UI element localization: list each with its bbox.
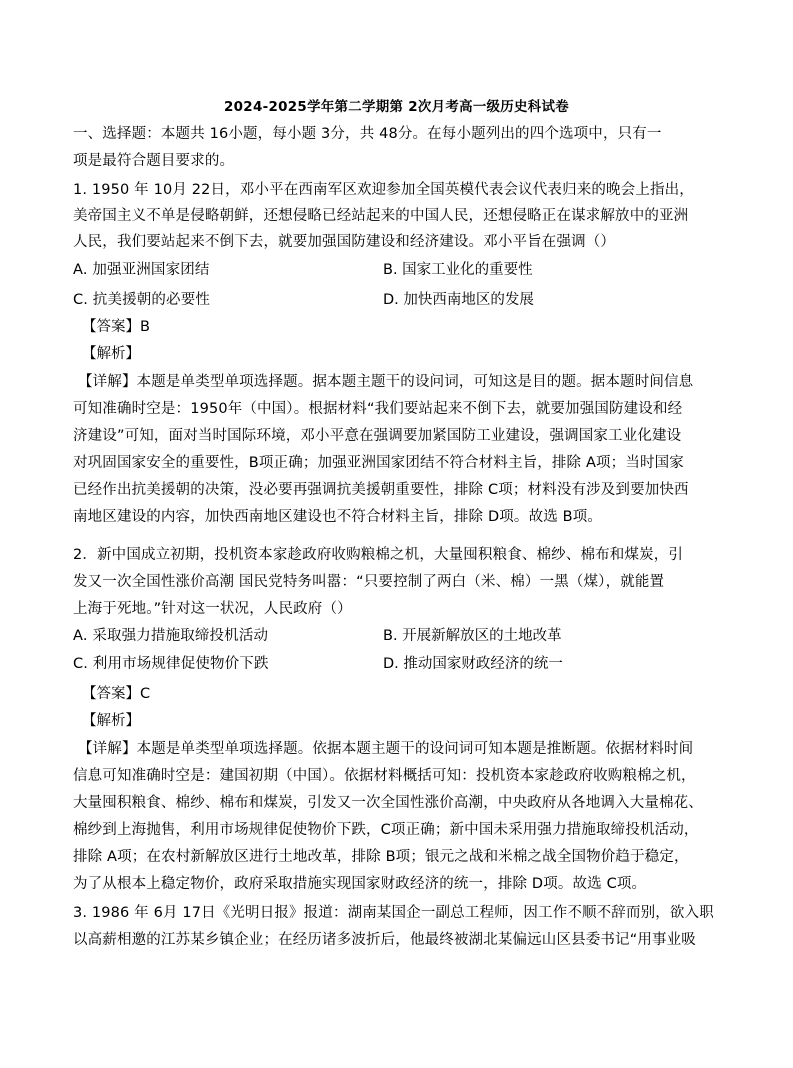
q3-stem-line-2: 以高薪相邀的江苏某乡镇企业；在经历诸多波折后，他最终被湖北某偏远山区县委书记“用事业吸 <box>73 932 696 948</box>
q1-option-d: D. 加快西南地区的发展 <box>383 292 534 308</box>
q2-option-c: C. 利用市场规律促使物价下跌 <box>73 656 269 672</box>
q2-answer: 【答案】C <box>82 686 151 702</box>
q1-detail-line-4: 对巩固国家安全的重要性，B项正确；加强亚洲国家团结不符合材料主旨，排除 A项；当时国家 <box>73 455 684 471</box>
q1-detail-line-1: 【详解】本题是单类型单项选择题。据本题主题干的设问词，可知这是目的题。据本题时间信息 <box>78 374 694 390</box>
q1-analysis-label: 【解析】 <box>82 346 140 362</box>
q2-option-a: A. 采取强力措施取缔投机活动 <box>73 628 269 644</box>
q2-detail-line-2: 信息可知准确时空是：建国初期（中国）。依据材料概括可知：投机资本家趁政府收购粮棉之机， <box>73 768 696 784</box>
q1-option-c: C. 抗美援朝的必要性 <box>73 292 210 308</box>
q2-analysis-label: 【解析】 <box>82 713 140 729</box>
q1-option-b: B. 国家工业化的重要性 <box>383 262 533 278</box>
q2-stem-line-2: 发又一次全国性涨价高潮 国民党特务叫嚣：“只要控制了两白（米、棉）一黑（煤），就能置 <box>73 574 665 590</box>
q1-detail-line-2: 可知准确时空是：1950年（中国）。根据材料“我们要站起来不倒下去，就要加强国防建设和经 <box>73 401 683 417</box>
q1-answer: 【答案】B <box>82 319 150 335</box>
q3-stem-line-1: 3. 1986 年 6月 17日《光明日报》报道：湖南某国企一副总工程师，因工作不顺不辞而别，欲入职 <box>73 905 714 921</box>
q1-detail-line-5: 已经作出抗美援朝的决策，没必要再强调抗美援朝重要性，排除 C项；材料没有涉及到要加快西 <box>73 482 689 498</box>
section-instruction-line-2: 项是最符合题目要求的。 <box>73 153 235 169</box>
q1-stem-line-2: 美帝国主义不单是侵略朝鲜，还想侵略已经站起来的中国人民，还想侵略正在谋求解放中的亚洲 <box>73 208 689 224</box>
q2-detail-line-5: 排除 A项；在农村新解放区进行土地改革，排除 B项；银元之战和米棉之战全国物价趋于稳定， <box>73 849 689 865</box>
q2-option-b: B. 开展新解放区的土地改革 <box>383 628 562 644</box>
q1-detail-line-3: 济建设”可知，面对当时国际环境，邓小平意在强调要加紧国防工业建设，强调国家工业化建设 <box>73 428 682 444</box>
q1-option-a: A. 加强亚洲国家团结 <box>73 262 210 278</box>
q1-stem-line-3: 人民，我们要站起来不倒下去，就要加强国防建设和经济建设。邓小平旨在强调（） <box>73 234 616 250</box>
q2-detail-line-4: 棉纱到上海抛售，利用市场规律促使物价下跌，C项正确；新中国未采用强力措施取缔投机活动， <box>73 822 699 838</box>
q2-stem-line-1: 2．新中国成立初期，投机资本家趁政府收购粮棉之机，大量囤积粮食、棉纱、棉布和煤炭，引 <box>73 547 684 563</box>
q1-stem-line-1: 1. 1950 年 10月 22日，邓小平在西南军区欢迎参加全国英模代表会议代表归来的晚会上指出， <box>73 182 694 198</box>
q2-stem-line-3: 上海于死地。”针对这一状况，人民政府（） <box>73 601 352 617</box>
q1-detail-line-6: 南地区建设的内容，加快西南地区建设也不符合材料主旨，排除 D项。故选 B项。 <box>73 509 603 525</box>
q2-detail-line-1: 【详解】本题是单类型单项选择题。依据本题主题干的设问词可知本题是推断题。依据材料时间 <box>78 741 694 757</box>
q2-option-d: D. 推动国家财政经济的统一 <box>383 656 563 672</box>
q2-detail-line-6: 为了从根本上稳定物价，政府采取措施实现国家财政经济的统一，排除 D项。故选 C项。 <box>73 876 647 892</box>
section-instruction-line-1: 一、选择题：本题共 16小题，每小题 3分，共 48分。在每小题列出的四个选项中，只有一 <box>73 126 662 142</box>
exam-title: 2024-2025学年第二学期第 2次月考高一级历史科试卷 <box>224 100 569 115</box>
q2-detail-line-3: 大量囤积粮食、棉纱、棉布和煤炭，引发又一次全国性涨价高潮，中央政府从各地调入大量棉花、 <box>73 795 703 811</box>
